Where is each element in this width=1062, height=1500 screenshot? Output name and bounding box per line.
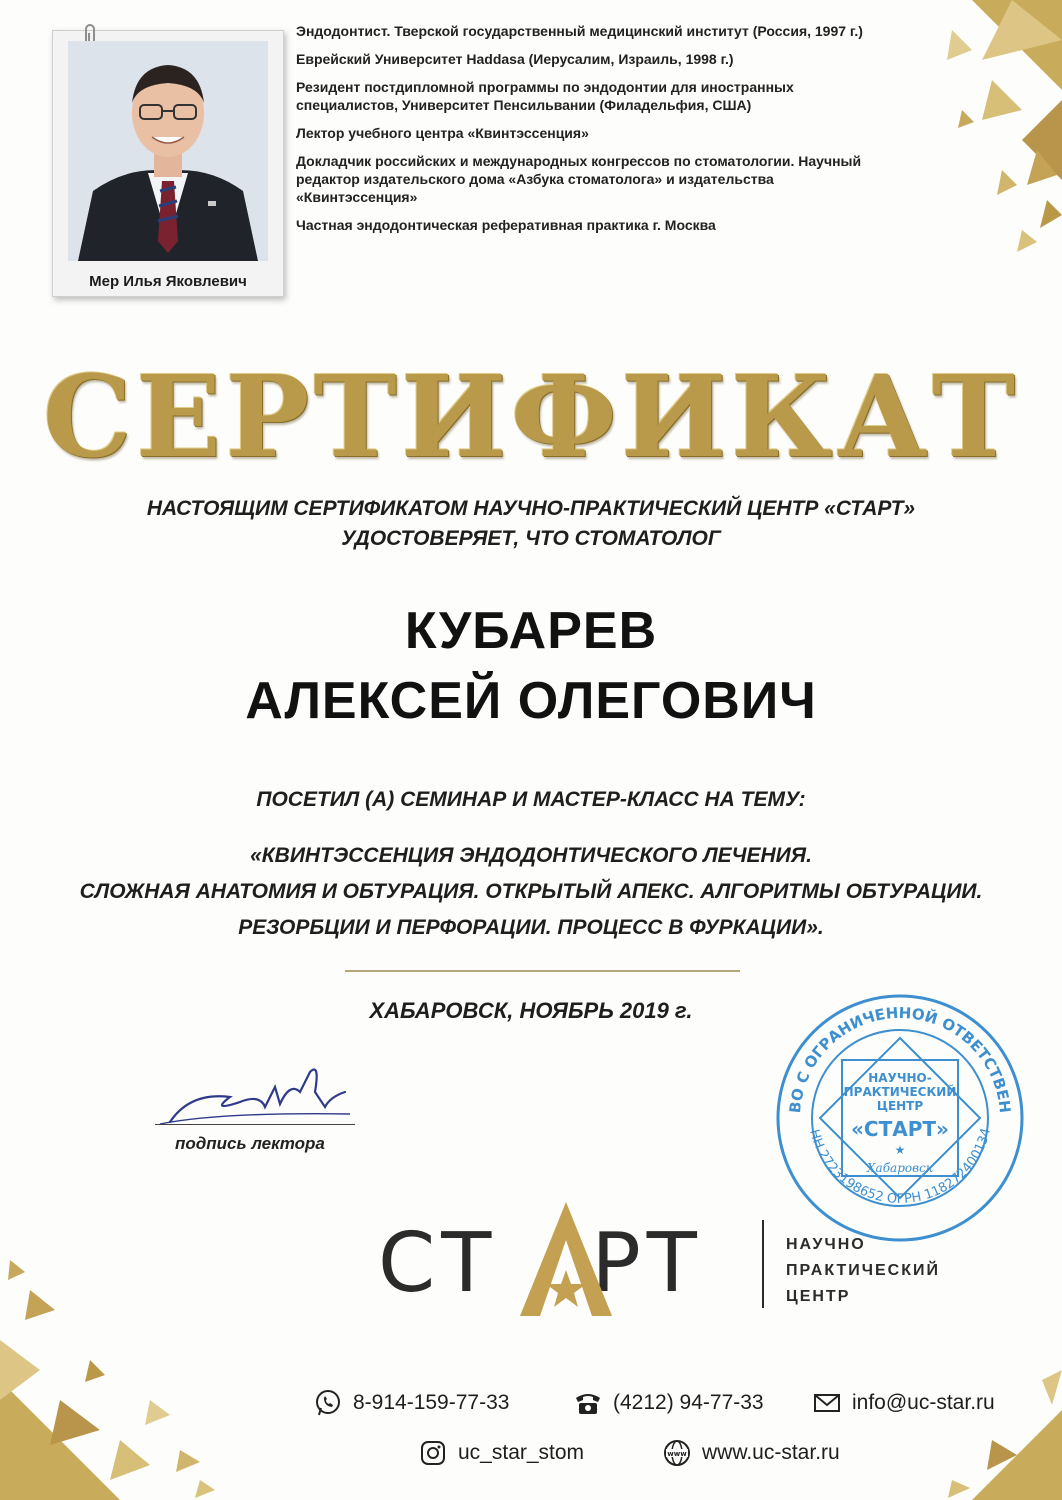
topic-line-3: РЕЗОРБЦИИ И ПЕРФОРАЦИИ. ПРОЦЕСС В ФУРКАЦИИ». [238,916,824,939]
start-logo [378,1200,978,1320]
divider [345,970,740,972]
stamp-center-name: «СТАРТ» [851,1117,949,1141]
recipient-given-names: АЛЕКСЕЙ ОЛЕГОВИЧ [245,672,817,730]
contact-instagram [418,1438,584,1468]
place-and-date: ХАБАРОВСК, НОЯБРЬ 2019 г. [369,998,693,1023]
logo-sub-line-1: НАУЧНО [786,1236,866,1253]
signature-line [155,1124,355,1125]
lecturer-photo [68,41,268,261]
whatsapp-icon [313,1388,343,1418]
logo-separator [762,1220,764,1308]
topic-line-2: СЛОЖНАЯ АНАТОМИЯ И ОБТУРАЦИЯ. ОТКРЫТЫЙ АПЕКС. АЛГОРИТМЫ ОБТУРАЦИИ. [79,880,983,903]
seminar-topic [0,838,1062,946]
bio-line: Еврейский Университет Haddasa (Иерусалим, Израиль, 1998 г.) [296,51,734,67]
gold-confetti-bottom-left [0,1250,230,1500]
contact-mobile [313,1388,509,1418]
logo-word-left: СТ [378,1216,498,1311]
lecturer-signature [150,1052,360,1132]
bio-line: Докладчик российских и международных конгрессов по стоматологии. Научный редактор издательского дома «Азбука стоматолога» и издательства «Квинтэссенция» [296,153,862,205]
stamp-ring-text: ВО С ОГРАНИЧЕННОЙ ОТВЕТСТВЕН [786,1003,1015,1114]
lead-line-1: НАСТОЯЩИМ СЕРТИФИКАТОМ НАУЧНО-ПРАКТИЧЕСКИЙ ЦЕНТР «СТАРТ» [146,497,916,520]
logo-a-star-icon [518,1200,614,1320]
logo-word-right: РТ [591,1216,703,1311]
instagram-icon [418,1438,448,1468]
stamp-star-icon: ★ [894,1143,906,1157]
instagram-handle: uc_star_stom [458,1441,585,1464]
logo-sub-line-2: ПРАКТИЧЕСКИЙ [786,1262,940,1279]
globe-www-icon [662,1438,692,1468]
lecturer-name: Мер Илья Яковлевич [89,273,247,290]
gold-confetti-bottom-right [932,1360,1062,1500]
email-address: info@uc-star.ru [852,1391,995,1414]
bio-line: Лектор учебного центра «Квинтэссенция» [296,125,589,141]
contact-website [662,1438,840,1468]
certificate-title: СЕРТИФИКАТ [42,352,1020,483]
contact-email [812,1388,995,1418]
website-url: www.uc-star.ru [702,1441,840,1464]
stamp-city: Хабаровск [867,1161,933,1175]
lead-line-2: УДОСТОВЕРЯЕТ, ЧТО СТОМАТОЛОГ [341,527,721,550]
bio-line: Частная эндодонтическая реферативная практика г. Москва [296,217,716,233]
mobile-number: 8-914-159-77-33 [353,1391,510,1414]
recipient-surname: КУБАРЕВ [404,602,658,660]
certificate-lead [0,494,1062,554]
stamp-inn-ogrn: НН 2723198652 ОГРН 118272400134 [806,1126,995,1207]
stamp-center-line-3: ЦЕНТР [876,1099,924,1113]
logo-subtitle [786,1232,940,1310]
attended-text: ПОСЕТИЛ (А) СЕМИНАР И МАСТЕР-КЛАСС НА ТЕМУ: [256,788,806,811]
contact-phone [573,1388,764,1418]
stamp-center-line-2: ПРАКТИЧЕСКИЙ [843,1085,957,1099]
signature-label: подпись лектора [175,1134,325,1153]
envelope-icon [812,1388,842,1418]
phone-number: (4212) 94-77-33 [613,1391,764,1414]
lecturer-photo-card [52,30,284,297]
telephone-icon [573,1388,603,1418]
bio-line: Эндодонтист. Тверской государственный медицинский институт (Россия, 1997 г.) [296,23,863,39]
bio-line: Резидент постдипломной программы по эндодонтии для иностранных специалистов, Университет Пенсильвании (Филадельфия, США) [296,79,794,113]
stamp-center-line-1: НАУЧНО- [868,1071,932,1085]
svg-text:www: www [667,1450,687,1458]
topic-line-1: «КВИНТЭССЕНЦИЯ ЭНДОДОНТИЧЕСКОГО ЛЕЧЕНИЯ. [250,844,812,867]
lecturer-bio [296,22,896,244]
recipient-name [0,596,1062,736]
logo-sub-line-3: ЦЕНТР [786,1288,851,1305]
